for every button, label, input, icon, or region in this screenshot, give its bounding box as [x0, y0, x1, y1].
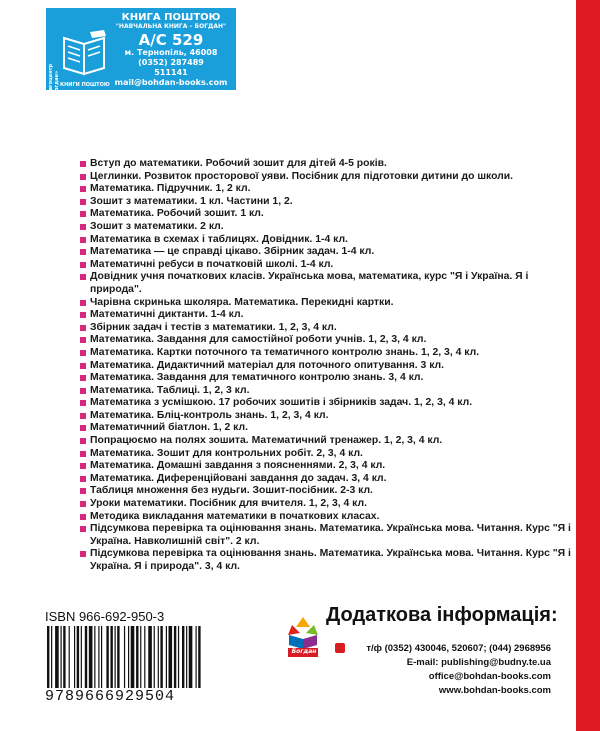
book-list-item	[80, 385, 580, 398]
book-list-item	[80, 523, 580, 548]
book-list-item	[80, 511, 580, 524]
contact-email-office: office@bohdan-books.com	[428, 671, 551, 682]
book-title: Зошит з математики. 2 кл.	[90, 220, 224, 232]
stamp-title: КНИГА ПОШТОЮ	[121, 12, 221, 23]
bullet-square-icon	[80, 413, 86, 419]
barcode-bar	[198, 626, 200, 688]
ean-number: 9789666929504	[45, 688, 176, 705]
barcode-bar	[196, 626, 197, 688]
bullet-square-icon	[80, 249, 86, 255]
book-list-item	[80, 435, 580, 448]
bullet-square-icon	[80, 400, 86, 406]
barcode-bar	[166, 626, 167, 688]
additional-info-title: Додаткова інформація:	[326, 604, 558, 626]
barcode-bar	[189, 626, 193, 688]
contact-phone: т/ф (0352) 430046, 520607; (044) 2968956	[366, 643, 551, 654]
book-list-item	[80, 171, 580, 184]
barcode-bar	[117, 626, 119, 688]
stamp-side-label: Книгоцентр «Богдан»	[48, 63, 60, 98]
bullet-square-icon	[80, 514, 86, 520]
barcode-bar	[174, 626, 176, 688]
publisher-logo	[286, 615, 320, 657]
bullet-square-icon	[80, 186, 86, 192]
book-list-item	[80, 410, 580, 423]
bullet-square-icon	[80, 300, 86, 306]
bullet-square-icon	[80, 211, 86, 217]
barcode-bar	[106, 626, 108, 688]
barcode-bar	[169, 626, 173, 688]
book-list-item	[80, 183, 580, 196]
book-list-item	[80, 485, 580, 498]
book-title: Математика. Картки поточного та тематичного контролю знань. 1, 2, 3, 4 кл.	[90, 346, 480, 358]
barcode-bar	[69, 626, 70, 688]
book-list-item	[80, 322, 580, 335]
barcode-bar	[136, 626, 138, 688]
book-list-item	[80, 448, 580, 461]
mail-order-stamp	[46, 8, 236, 98]
stamp-email: mail@bohdan-books.com	[114, 78, 228, 87]
book-title: Математика. Диференційовані завдання до задач. 3, 4 кл.	[90, 472, 387, 484]
book-list-item	[80, 196, 580, 209]
contact-info	[343, 642, 551, 698]
book-title: Попрацюємо на полях зошита. Математичний тренажер. 1, 2, 3, 4 кл.	[90, 435, 443, 447]
book-list-item	[80, 334, 580, 347]
book-title: Математика з усмішкою. 17 робочих зошитів і збірників задач. 1, 2, 3, 4 кл.	[90, 397, 473, 409]
open-book-icon	[60, 28, 112, 78]
book-list-item	[80, 473, 580, 486]
book-title: Математика. Підручник. 1, 2 кл.	[90, 183, 251, 195]
book-title: Збірник задач і тестів з математики. 1, 2, 3, 4 кл.	[90, 321, 337, 333]
book-title: Математичні диктанти. 1-4 кл.	[90, 309, 244, 321]
barcode-bar	[148, 626, 152, 688]
book-list-item	[80, 422, 580, 435]
bullet-square-icon	[80, 199, 86, 205]
bullet-square-icon	[80, 224, 86, 230]
bullet-square-icon	[80, 488, 86, 494]
barcode	[45, 626, 255, 688]
bullet-square-icon	[80, 526, 86, 532]
barcode-bar	[101, 626, 102, 688]
barcode-bar	[115, 626, 116, 688]
book-list-item	[80, 158, 580, 171]
barcode-bar	[81, 626, 82, 688]
bullet-square-icon	[80, 312, 86, 318]
barcode-bar	[140, 626, 141, 688]
barcode-bar	[128, 626, 129, 688]
stamp-subtitle: "НАВЧАЛЬНА КНИГА – БОГДАН"	[115, 23, 227, 30]
book-title: Вступ до математики. Робочий зошит для дітей 4-5 років.	[90, 158, 387, 169]
bullet-square-icon	[80, 161, 86, 167]
contact-email: E-mail: publishing@budny.te.ua	[406, 657, 551, 668]
barcode-bar	[47, 626, 49, 688]
book-title: Уроки математики. Посібник для вчителя. 1, 2, 3, 4 кл.	[90, 498, 367, 510]
book-list-item	[80, 309, 580, 322]
bullet-square-icon	[80, 388, 86, 394]
book-list-item	[80, 271, 580, 296]
stamp-bottom-label: КНИГИ ПОШТОЮ	[60, 82, 110, 88]
book-title: Підсумкова перевірка та оцінювання знань. Математика. Українська мова. Читання. Курс "Я і Україна. Я і природа". 3, 4 кл.	[90, 548, 571, 572]
barcode-bar	[124, 626, 125, 688]
barcode-bar	[158, 626, 159, 688]
barcode-bar	[77, 626, 79, 688]
book-title: Математичні ребуси в початковій школі. 1-4 кл.	[90, 258, 334, 270]
isbn: ISBN 966-692-950-3	[45, 609, 165, 624]
book-title: Чарівна скринька школяра. Математика. Перекидні картки.	[90, 296, 394, 308]
barcode-bar	[61, 626, 62, 688]
bullet-square-icon	[80, 425, 86, 431]
book-list-item	[80, 548, 580, 573]
bullet-square-icon	[80, 438, 86, 444]
book-title: Математика. Дидактичний матеріал для поточного опитування. 3 кл.	[90, 359, 445, 371]
book-title: Математика. Таблиці. 1, 2, 3 кл.	[90, 384, 250, 396]
barcode-bar	[85, 626, 87, 688]
book-title: Цеглинки. Розвиток просторової уяви. Посібник для підготовки дитини до школи.	[90, 170, 514, 182]
book-list-item	[80, 347, 580, 360]
barcode-bar	[110, 626, 112, 688]
stamp-phone2: 511141	[154, 68, 188, 77]
barcode-bar	[63, 626, 65, 688]
book-list-item	[80, 208, 580, 221]
barcode-bar	[186, 626, 187, 688]
bullet-square-icon	[80, 375, 86, 381]
book-title: Математичний біатлон. 1, 2 кл.	[90, 422, 248, 434]
book-title: Математика. Зошит для контрольних робіт. 2, 3, 4 кл.	[90, 447, 363, 459]
book-title: Математика. Бліц-контроль знань. 1, 2, 3, 4 кл.	[90, 409, 329, 421]
book-list-item	[80, 372, 580, 385]
book-title: Математика — це справді цікаво. Збірник задач. 1-4 кл.	[90, 246, 375, 258]
bullet-square-icon	[80, 363, 86, 369]
book-list-item	[80, 360, 580, 373]
bullet-square-icon	[80, 174, 86, 180]
stamp-phone: (0352) 287489	[138, 58, 204, 67]
barcode-bar	[74, 626, 75, 688]
barcode-bar	[160, 626, 162, 688]
publisher-label: Богдан	[291, 648, 317, 655]
book-title: Математика в схемах і таблицях. Довідник. 1-4 кл.	[90, 233, 348, 245]
contact-website: www.bohdan-books.com	[438, 685, 551, 696]
bullet-square-icon	[80, 350, 86, 356]
barcode-bar	[178, 626, 179, 688]
barcode-bar	[94, 626, 95, 688]
bullet-square-icon	[80, 476, 86, 482]
book-list	[80, 158, 580, 574]
book-list-item	[80, 246, 580, 259]
book-title: Методика викладання математики в початкових класах.	[90, 510, 380, 522]
barcode-bar	[51, 626, 52, 688]
book-title: Довідник учня початкових класів. Українська мова, математика, курс "Я і Україна. Я і природа".	[90, 271, 529, 295]
book-title: Підсумкова перевірка та оцінювання знань. Математика. Українська мова. Читання. Курс "Я і Україна. Навколишній світ". 2 кл.	[90, 523, 571, 547]
stamp-city: м. Тернопіль, 46008	[124, 48, 218, 57]
barcode-bar	[144, 626, 145, 688]
book-title: Математика. Завдання для тематичного контролю знань. 3, 4 кл.	[90, 372, 424, 384]
barcode-bar	[154, 626, 155, 688]
book-list-item	[80, 221, 580, 234]
barcode-bar	[55, 626, 59, 688]
barcode-bar	[98, 626, 99, 688]
bullet-square-icon	[80, 551, 86, 557]
book-list-item	[80, 259, 580, 272]
book-title: Таблиця множення без нудьги. Зошит-посібник. 2-3 кл.	[90, 485, 373, 497]
book-title: Математика. Робочий зошит. 1 кл.	[90, 208, 264, 220]
bullet-square-icon	[80, 262, 86, 268]
barcode-bar	[182, 626, 184, 688]
stamp-box: А/С 529	[138, 31, 204, 49]
book-list-item	[80, 234, 580, 247]
barcode-bar	[131, 626, 135, 688]
book-list-item	[80, 397, 580, 410]
bullet-square-icon	[80, 274, 86, 280]
bullet-square-icon	[80, 501, 86, 507]
book-title: Зошит з математики. 1 кл. Частини 1, 2.	[90, 195, 293, 207]
bullet-square-icon	[80, 451, 86, 457]
bullet-square-icon	[80, 237, 86, 243]
book-title: Математика. Домашні завдання з поясненнями. 2, 3, 4 кл.	[90, 460, 386, 472]
book-list-item	[80, 460, 580, 473]
book-list-item	[80, 498, 580, 511]
bullet-square-icon	[80, 463, 86, 469]
bullet-square-icon	[80, 325, 86, 331]
barcode-bar	[89, 626, 93, 688]
book-list-item	[80, 297, 580, 310]
book-title: Математика. Завдання для самостійної роботи учнів. 1, 2, 3, 4 кл.	[90, 334, 427, 346]
bullet-square-icon	[80, 337, 86, 343]
